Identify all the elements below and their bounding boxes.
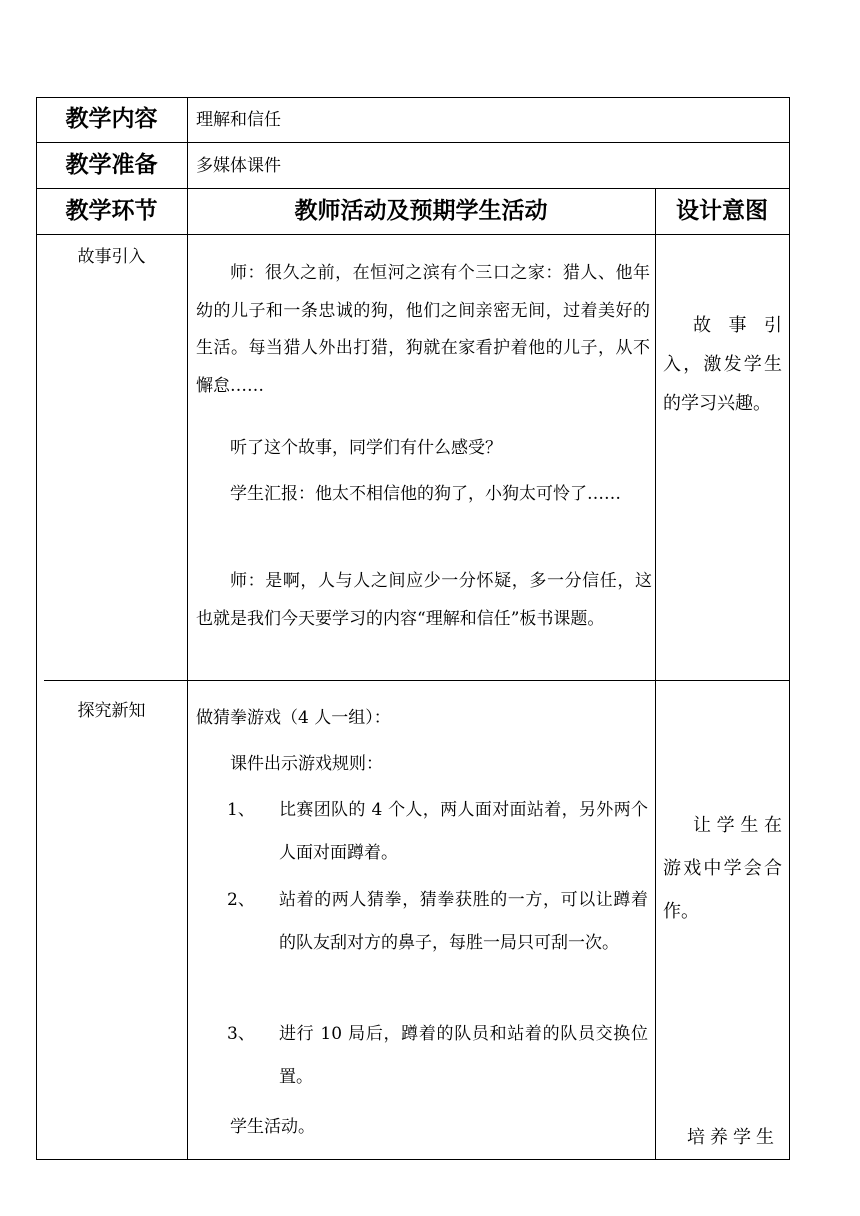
stage-explore-new: 探究新知 [77, 701, 146, 721]
header-activity: 教师活动及预期学生活动 [294, 198, 548, 224]
row-divider-3 [36, 234, 790, 235]
rules-title: 课件出示游戏规则： [230, 754, 383, 774]
teacher-summary-paragraph: 师：是啊，人与人之间应少一分怀疑，多一分信任，这也就是我们今天要学习的内容“理解和信任”板书课题。 [196, 571, 652, 629]
rule-text-2: 站着的两人猜拳，猜拳获胜的一方，可以让蹲着的队友刮对方的鼻子，每胜一局只可刮一次。 [279, 890, 648, 953]
value-teaching-content: 理解和信任 [196, 110, 281, 130]
question-paragraph: 听了这个故事，同学们有什么感受？ [230, 438, 502, 458]
rule-text-1: 比赛团队的 4 个人，两人面对面站着，另外两个人面对面蹲着。 [279, 800, 648, 863]
col-divider-intent [655, 188, 656, 1160]
rule-number-3: 3、 [227, 1024, 255, 1044]
table-right-border [789, 97, 790, 1160]
rule-number-1: 1、 [227, 800, 255, 820]
label-teaching-prep: 教学准备 [65, 152, 158, 178]
intent-cooperation: 让学生在游戏中学会合作。 [663, 815, 782, 922]
game-intro: 做猜拳游戏（4 人一组）： [196, 708, 391, 728]
col-divider-stage [187, 97, 188, 1160]
rule-number-2: 2、 [227, 890, 255, 910]
stage-story-intro: 故事引入 [77, 247, 146, 267]
student-report-paragraph: 学生汇报：他太不相信他的狗了，小狗太可怜了…… [230, 484, 621, 504]
header-stage: 教学环节 [65, 198, 158, 224]
rule-text-3: 进行 10 局后，蹲着的队员和站着的队员交换位置。 [279, 1024, 648, 1087]
label-teaching-content: 教学内容 [65, 106, 158, 132]
value-teaching-prep: 多媒体课件 [196, 156, 281, 176]
header-intent: 设计意图 [676, 198, 768, 224]
intent-cultivate: 培养学生 [687, 1127, 779, 1148]
student-activity: 学生活动。 [230, 1117, 315, 1137]
intent-story-intro: 故事引入，激发学生的学习兴趣。 [663, 315, 782, 414]
table-bottom-border [36, 1159, 790, 1160]
story-paragraph: 师：很久之前，在恒河之滨有个三口之家：猎人、他年幼的儿子和一条忠诚的狗，他们之间亲密无间，过着美好的生活。每当猎人外出打猎，狗就在家看护着他的儿子，从不懈怠…… [196, 263, 650, 396]
row-divider-4 [44, 680, 790, 681]
